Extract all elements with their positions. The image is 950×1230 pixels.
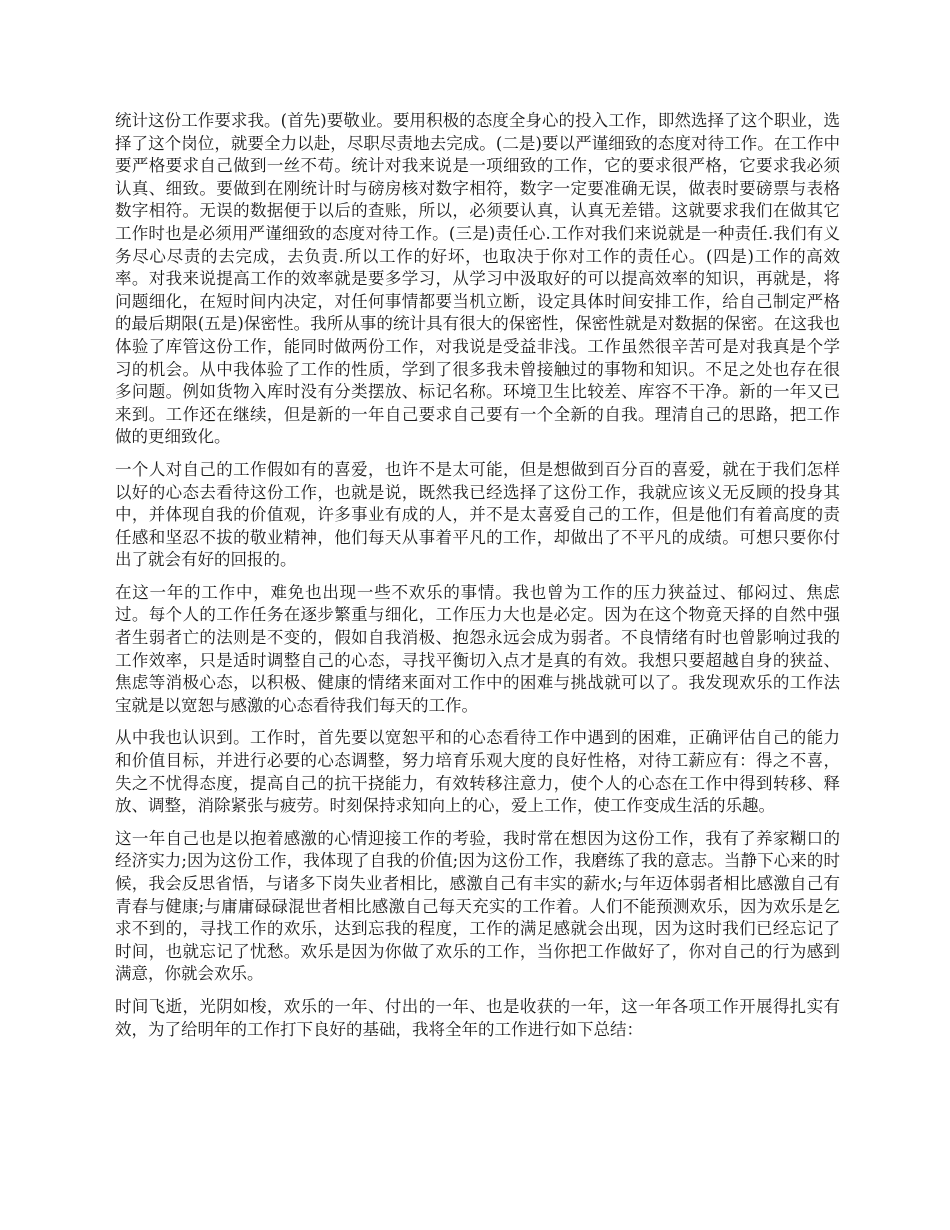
paragraph-work-pressure: 在这一年的工作中，难免也出现一些不欢乐的事情。我也曾为工作的压力狭益过、郁闷过、焦虑过。每个人的工作任务在逐步繁重与细化，工作压力大也是必定。因为在这个物竟天择的自然中强者生弱者亡的法则是不变的，假如自我消极、抱怨永远会成为弱者。不良情绪有时也曾影响过我的工作效率，只是适时调整自己的心态，寻找平衡切入点才是真的有效。我想只要超越自身的狭益、焦虑等消极心态，以积极、健康的情绪来面对工作中的困难与挑战就可以了。我发现欢乐的工作法宝就是以宽恕与感激的心态看待我们每天的工作。	[115, 582, 840, 715]
document-body	[115, 110, 840, 1051]
paragraph-love-of-work: 一个人对自己的工作假如有的喜爱，也许不是太可能，但是想做到百分百的喜爱，就在于我们怎样以好的心态去看待这份工作，也就是说，既然我已经选择了这份工作，我就应该义无反顾的投身其中，并体现自我的价值观，许多事业有成的人，并不是太喜爱自己的工作，但是他们有着高度的责任感和坚忍不拔的敬业精神，他们每天从事着平凡的工作，却做出了不平凡的成绩。可想只要你付出了就会有好的回报的。	[115, 459, 840, 570]
paragraph-gratitude: 这一年自己也是以抱着感激的心情迎接工作的考验，我时常在想因为这份工作，我有了养家糊口的经济实力;因为这份工作，我体现了自我的价值;因为这份工作，我磨练了我的意志。当静下心来的时候，我会反思省悟，与诸多下岗失业者相比，感激自己有丰实的薪水;与年迈体弱者相比感激自己有青春与健康;与庸庸碌碌混世者相比感激自己每天充实的工作着。人们不能预测欢乐，因为欢乐是乞求不到的，寻找工作的欢乐，达到忘我的程度，工作的满足感就会出现，因为这时我们已经忘记了时间，也就忘记了忧愁。欢乐是因为你做了欢乐的工作，当你把工作做好了，你对自己的行为感到满意，你就会欢乐。	[115, 828, 840, 984]
paragraph-work-requirements: 统计这份工作要求我。(首先)要敬业。要用积极的态度全身心的投入工作，即然选择了这个职业，选择了这个岗位，就要全力以赴，尽职尽责地去完成。(二是)要以严谨细致的态度对待工作。在工作中要严格要求自己做到一丝不苟。统计对我来说是一项细致的工作，它的要求很严格，它要求我必须认真、细致。要做到在刚统计时与磅房核对数字相符，数字一定要准确无误，做表时要磅票与表格数字相符。无误的数据便于以后的查账，所以，必须要认真，认真无差错。这就要求我们在做其它工作时也是必须用严谨细致的态度对待工作。(三是)责任心.工作对我们来说就是一种责任.我们有义务尽心尽责的去完成，去负责.所以工作的好坏，也取决于你对工作的责任心。(四是)工作的高效率。对我来说提高工作的效率就是要多学习，从学习中汲取好的可以提高效率的知识，再就是，将问题细化，在短时间内决定，对任何事情都要当机立断，设定具体时间安排工作，给自己制定严格的最后期限(五是)保密性。我所从事的统计具有很大的保密性，保密性就是对数据的保密。在这我也体验了库管这份工作，能同时做两份工作，对我说是受益非浅。工作虽然很辛苦可是对我真是个学习的机会。从中我体验了工作的性质，学到了很多我未曾接触过的事物和知识。不足之处也存在很多问题。例如货物入库时没有分类摆放、标记名称。环境卫生比较差、库容不干净。新的一年又已来到。工作还在继续，但是新的一年自己要求自己要有一个全新的自我。理清自己的思路，把工作做的更细致化。	[115, 111, 840, 447]
paragraph-year-summary: 时间飞逝，光阴如梭，欢乐的一年、付出的一年、也是收获的一年，这一年各项工作开展得扎实有效，为了给明年的工作打下良好的基础，我将全年的工作进行如下总结：	[115, 996, 840, 1039]
paragraph-lessons-learned: 从中我也认识到。工作时，首先要以宽恕平和的心态看待工作中遇到的困难，正确评估自己的能力和价值目标，并进行必要的心态调整，努力培育乐观大度的良好性格，对待工薪应有：得之不喜，失之不忧得态度，提高自己的抗干挠能力，有效转移注意力，使个人的心态在工作中得到转移、释放、调整，消除紧张与疲劳。时刻保持求知向上的心，爱上工作，使工作变成生活的乐趣。	[115, 728, 840, 816]
